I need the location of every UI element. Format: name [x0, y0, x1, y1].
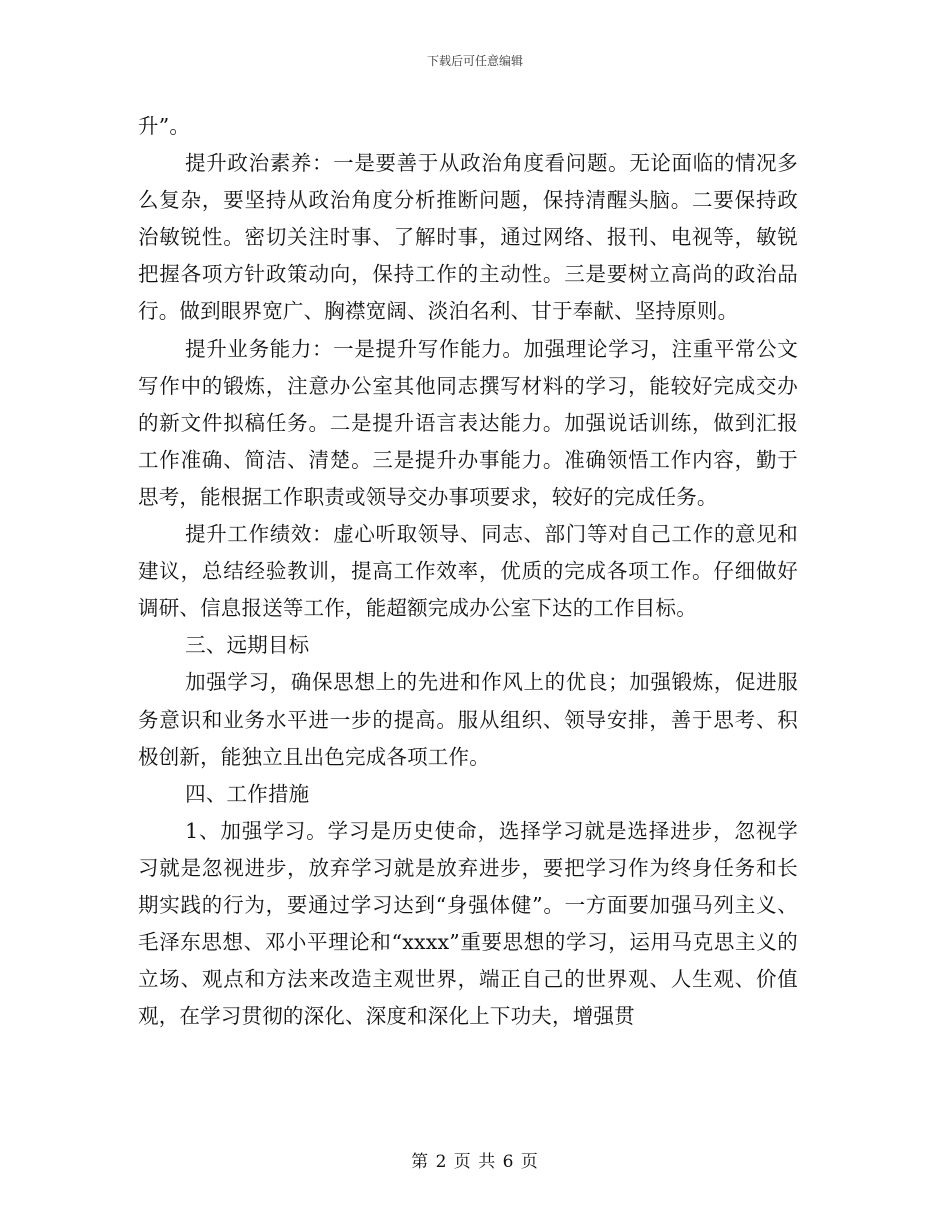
paragraph-continuation: 升”。 — [138, 114, 191, 138]
page-number-footer: 第 2 页 共 6 页 — [411, 1152, 539, 1172]
paragraph-political-quality: 提升政治素养：一是要善于从政治角度看问题。无论面临的情况多么复杂，要坚持从政治角度分析推断问题，保持清醒头脑。二要保持政治敏锐性。密切关注时事、了解时事，通过网络、报刊、电视等，敏锐把握各项方针政策动向，保持工作的主动性。三是要树立高尚的政治品行。做到眼界宽广、胸襟宽阔、淡泊名利、甘于奉献、坚持原则。 — [138, 151, 798, 324]
document-body — [138, 108, 798, 1035]
paragraph-work-performance: 提升工作绩效：虚心听取领导、同志、部门等对自己工作的意见和建议，总结经验教训，提高工作效率，优质的完成各项工作。仔细做好调研、信息报送等工作，能超额完成办公室下达的工作目标。 — [138, 522, 798, 621]
paragraph-strengthen-learning: 1、加强学习。学习是历史使命，选择学习就是选择进步，忽视学习就是忽视进步，放弃学习就是放弃进步，要把学习作为终身任务和长期实践的行为，要通过学习达到“身强体健”。一方面要加强马列主义、毛泽东思想、邓小平理论和“xxxx”重要思想的学习，运用马克思主义的立场、观点和方法来改造主观世界，端正自己的世界观、人生观、价值观，在学习贯彻的深化、深度和深化上下功夫，增强贯 — [138, 818, 798, 1029]
header-note: 下载后可任意编辑 — [426, 54, 523, 68]
paragraph-long-term-goals: 加强学习，确保思想上的先进和作风上的优良；加强锻炼，促进服务意识和业务水平进一步的提高。服从组织、领导安排，善于思考、积极创新，能独立且出色完成各项工作。 — [138, 670, 798, 769]
paragraph-business-ability: 提升业务能力：一是提升写作能力。加强理论学习，注重平常公文写作中的锻炼，注意办公室其他同志撰写材料的学习，能较好完成交办的新文件拟稿任务。二是提升语言表达能力。加强说话训练，做到汇报工作准确、简洁、清楚。三是提升办事能力。准确领悟工作内容，勤于思考，能根据工作职责或领导交办事项要求，较好的完成任务。 — [138, 336, 798, 509]
section-heading-work-measures: 四、工作措施 — [185, 781, 310, 806]
section-heading-long-term-goals: 三、远期目标 — [185, 633, 310, 658]
